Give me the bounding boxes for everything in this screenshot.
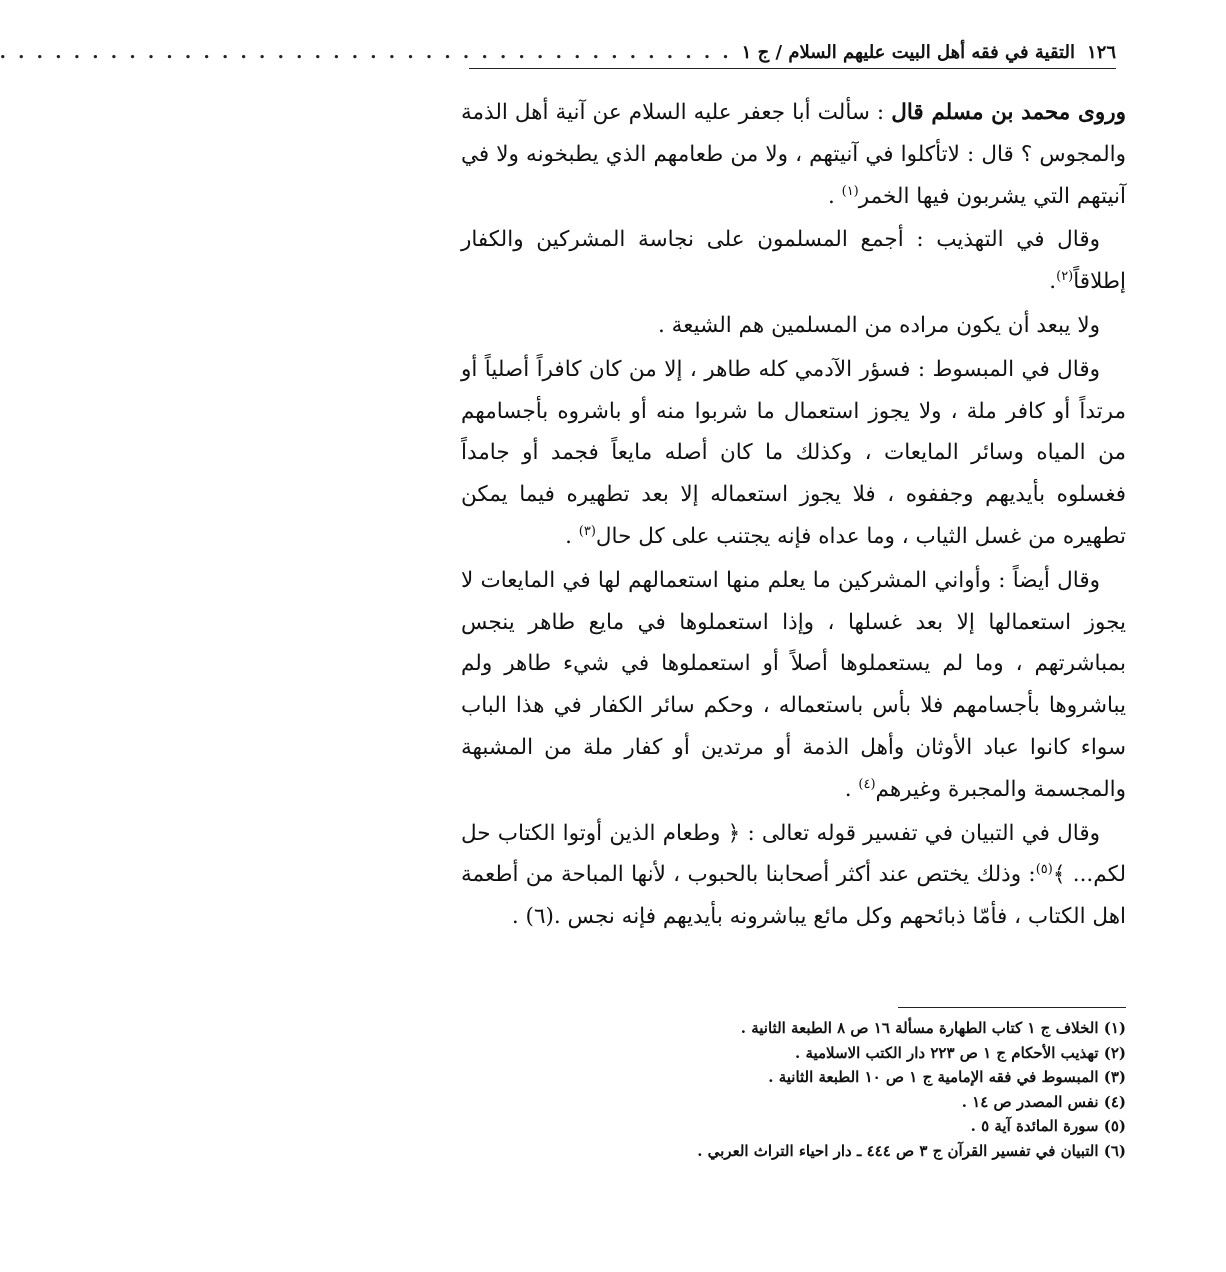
paragraph-text: وقال في المبسوط : فسؤر الآدمي كله طاهر ، إلا من كان كافراً أصلياً أو مرتداً أو كافر ملة ، ولا يجوز استعمال ما شربوا منه أو باشروه بأجسامهم من المياه وسائر المايعات ، وكذلك ما كان أصله مايعاً فجمد أو جامداً فغسلوه بأيديهم وجففوه ، فلا يجوز استعماله إلا بعد تطهيره فيما يمكن تطهيره من غسل الثياب ، وما عداه فإنه يجتنب على كل حال (461, 356, 1126, 549)
footnotes (461, 1016, 1126, 1163)
paragraph (461, 219, 1126, 303)
footnote-ref: (٥) (1035, 862, 1053, 878)
paragraph-tail: . (844, 776, 859, 802)
paragraph-tail: . (1049, 269, 1057, 295)
paragraph-tail: . (565, 523, 579, 549)
footnote-ref: (٣) (578, 523, 596, 539)
paragraph (461, 560, 1126, 811)
paragraph (461, 813, 1126, 938)
footnote-ref: (٢) (1056, 269, 1074, 285)
footnote-divider (898, 1007, 1126, 1008)
footnote: (٥) سورة المائدة آية ٥ . (970, 1117, 1126, 1135)
paragraph-text: وقال في التهذيب : أجمع المسلمون على نجاسة المشركين والكفار إطلاقاً (461, 227, 1126, 295)
paragraph-tail: . (827, 183, 842, 209)
footnote: (٤) نفس المصدر ص ١٤ . (961, 1092, 1126, 1111)
leader-dots: . . . . . . . . . . . . . . . . . . . . . . . . . . . . . . . . . . . . . . . . (0, 41, 732, 63)
running-header (0, 36, 1116, 69)
footnote: (٣) المبسوط في فقه الإمامية ج ١ ص ١٠ الطبعة الثانية . (768, 1068, 1126, 1086)
footnote-ref: (١) (841, 183, 859, 199)
page-number: ١٢٦ (1086, 41, 1116, 63)
paragraph-text: وقال في التبيان في تفسير قوله تعالى : ﴿ وطعام الذين أوتوا الكتاب حل لكم... ﴾ (461, 820, 1126, 888)
footnote: (١) الخلاف ج ١ كتاب الطهارة مسألة ١٦ ص ٨ الطبعة الثانية . (740, 1019, 1126, 1037)
paragraph (461, 349, 1126, 558)
paragraph-lead: وروى محمد بن مسلم قال (891, 100, 1126, 125)
footnote-ref: (٤) (858, 776, 876, 792)
paragraph-text: ولا يبعد أن يكون مراده من المسلمين هم الشيعة . (658, 312, 1100, 338)
paragraph (461, 92, 1126, 217)
paragraph-text: وقال أيضاً : وأواني المشركين ما يعلم منها استعمالهم لها في المايعات لا يجوز استعمالها إلا بعد غسلها ، وإذا استعملوها في مايع طاهر ينجس بمباشرتهم ، وما لم يستعملوها أصلاً أو استعملوها في شيء طاهر ولم يباشروها بأجسامهم فلا بأس باستعماله ، وحكم سائر الكفار في هذا الباب سواء كانوا عباد الأوثان وأهل الذمة أو مرتدين أو كفار ملة من المشبهة والمجسمة والمجبرة وغيرهم (461, 567, 1126, 802)
main-text (461, 92, 1126, 938)
footnote: (٦) التبيان في تفسير القرآن ج ٣ ص ٤٤٤ ـ دار احياء التراث العربي . (697, 1141, 1126, 1160)
paragraph (461, 305, 1126, 347)
running-title: التقية في فقه أهل البيت عليهم السلام / ج ١ (741, 41, 1075, 63)
footnote: (٢) تهذيب الأحكام ج ١ ص ٢٢٣ دار الكتب الاسلامية . (795, 1043, 1126, 1062)
paragraph-text: : سألت أبا جعفر عليه السلام عن آنية أهل الذمة والمجوس ؟ قال : لاتأكلوا في آنيتهم ، ولا من طعامهم الذي يطبخونه ولا في آنيتهم التي يشربون فيها الخمر (461, 100, 1126, 209)
paragraph-tail: : وذلك يختص عند أكثر أصحابنا بالحبوب ، لأنها المباحة من أطعمة اهل الكتاب ، فأمّا ذبائحهم وكل مائع يباشرونه بأيديهم فإنه نجس .(٦) . (461, 862, 1126, 930)
